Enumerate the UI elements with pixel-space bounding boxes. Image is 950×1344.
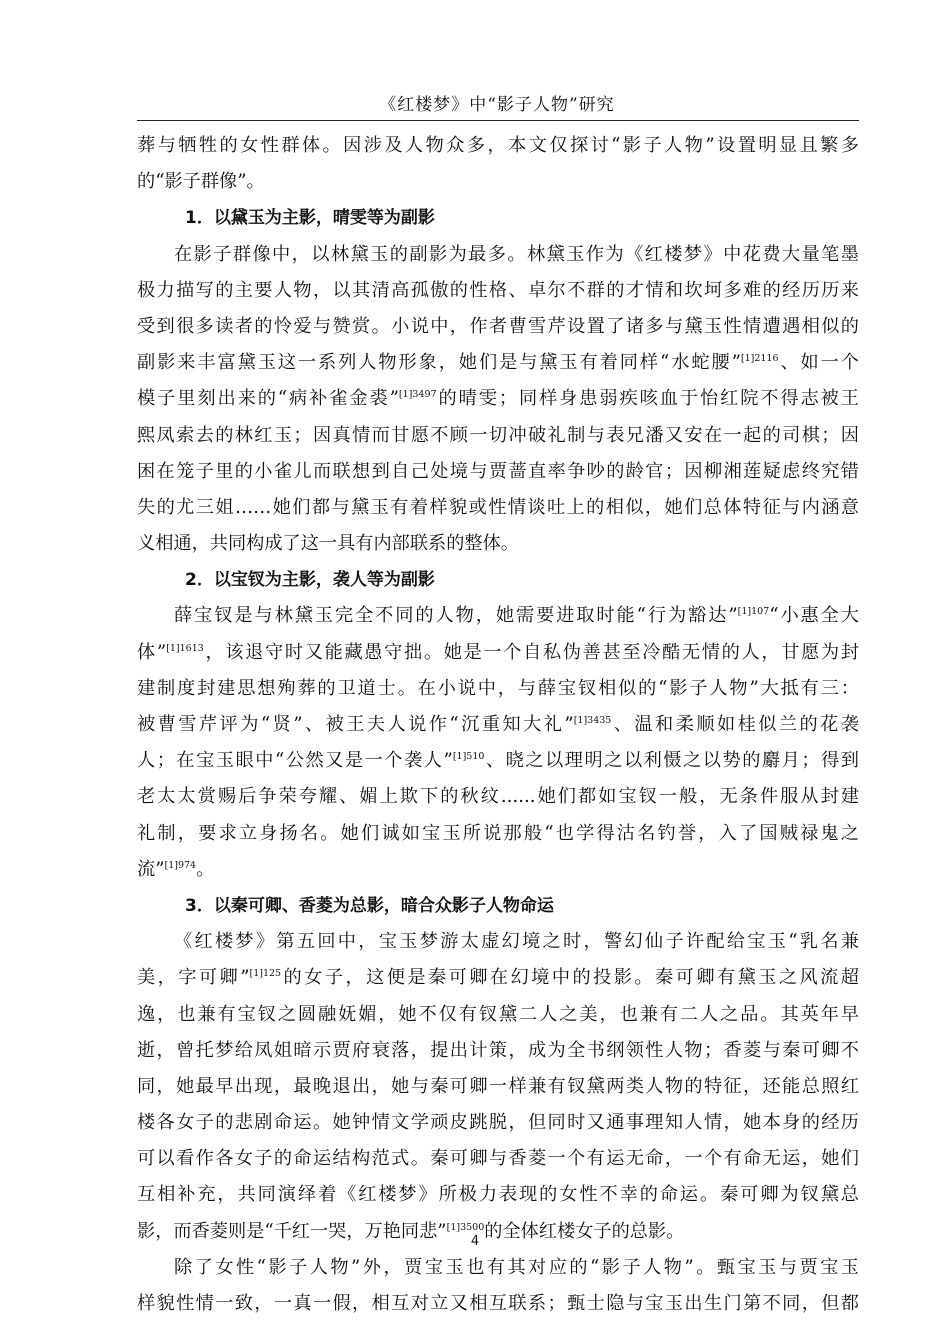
- text-line: 礼制，要求立身扬名。她们诚如宝玉所说那般“也学得沽名钓誉，入了国贼禄鬼之: [137, 822, 859, 844]
- text-line: [137, 743, 859, 779]
- text-run: 。: [196, 858, 215, 880]
- section-heading: 1．以黛玉为主影，晴雯等为副影: [185, 208, 435, 229]
- citation: [1]3497: [398, 389, 437, 401]
- text-line: 在影子群像中，以林黛玉的副影为最多。林黛玉作为《红楼梦》中花费大量笔墨: [174, 243, 859, 265]
- text-run: 副影来丰富黛玉这一系列人物形象，她们是与黛玉有着同样“水蛇腰”: [137, 352, 741, 374]
- text-line: [137, 381, 859, 417]
- text-line: [137, 960, 859, 996]
- text-run: 模子里刻出来的“病补雀金裘”: [137, 388, 399, 410]
- citation: [1]3500: [446, 1221, 485, 1233]
- text-line: 的“影子群像”。: [137, 171, 265, 193]
- running-header: 《红楼梦》中“影子人物”研究: [379, 95, 615, 115]
- text-run: 的全体红楼女子的总影。: [484, 1220, 685, 1242]
- text-line: 受到很多读者的怜爱与赞赏。小说中，作者曹雪芹设置了诸多与黛玉性情遭遇相似的: [137, 315, 859, 337]
- text-run: 流”: [137, 858, 165, 880]
- text-line: 义相通，共同构成了这一具有内部联系的整体。: [137, 533, 519, 555]
- text-line: 失的尤三姐……她们都与黛玉有着样貌或性情谈吐上的相似，她们总体特征与内涵意: [137, 496, 859, 518]
- section-heading: 2．以宝钗为主影，袭人等为副影: [185, 570, 435, 591]
- text-line: [137, 852, 859, 888]
- text-run: 的女子，这便是秦可卿在幻境中的投影。秦可卿有黛玉之风流超: [281, 967, 859, 989]
- section-heading: 3．以秦可卿、香菱为总影，暗合众影子人物命运: [185, 895, 554, 916]
- citation: [1]510: [452, 751, 485, 763]
- text-run: “小惠全大: [769, 605, 859, 627]
- text-run: 薛宝钗是与林黛玉完全不同的人物，她需要进取时能“行为豁达”: [174, 605, 738, 627]
- text-run: ，该退守时又能藏愚守拙。她是一个自私伪善甚至冷酷无情的人，甘愿为封: [203, 641, 859, 663]
- text-line: 同，她最早出现，最晚退出，她与秦可卿一样兼有钗黛两类人物的特征，还能总照红: [137, 1075, 859, 1097]
- citation: [1]125: [249, 968, 282, 980]
- text-line: [137, 707, 859, 743]
- text-line: [137, 345, 859, 381]
- citation: [1]3435: [573, 715, 612, 726]
- text-run: 、如一个: [778, 352, 859, 374]
- text-line: 极力描写的主要人物，以其清高孤傲的性格、卓尔不群的才情和坎坷多难的经历历来: [137, 279, 859, 301]
- text-line: 逸，也兼有宝钗之圆融妩媚，她不仅有钗黛二人之美，也兼有二人之品。其英年早: [137, 1003, 859, 1025]
- text-run: 人；在宝玉眼中“公然又是一个袭人”: [137, 750, 453, 772]
- text-line: 逝，曾托梦给凤姐暗示贾府衰落，提出计策，成为全书纲领性人物；香菱与秦可卿不: [137, 1039, 859, 1061]
- text-line: 互相补充，共同演绎着《红楼梦》所极力表现的女性不幸的命运。秦可卿为钗黛总: [137, 1184, 859, 1206]
- text-run: 体”: [137, 641, 167, 663]
- text-run: 美，字可卿”: [137, 967, 250, 989]
- text-line: 样貌性情一致，一真一假，相互对立又相互联系；甄士隐与宝玉出生门第不同，但都: [137, 1293, 859, 1314]
- text-line: [137, 598, 859, 634]
- citation: [1]1613: [166, 642, 204, 654]
- citation: [1]2116: [740, 353, 779, 365]
- text-run: 、晓之以理明之以利慑之以势的麝月；得到: [484, 750, 859, 772]
- text-line: 《红楼梦》第五回中，宝玉梦游太虚幻境之时，警幻仙子许配给宝玉“乳名兼: [174, 931, 859, 953]
- text-line: [137, 635, 859, 671]
- document-body: [137, 128, 859, 1322]
- text-line: 葬与牺牲的女性群体。因涉及人物众多，本文仅探讨“影子人物”设置明显且繁多: [137, 135, 859, 156]
- text-run: 被曹雪芹评为“贤”、被王夫人说作“沉重知大礼”: [137, 714, 574, 735]
- text-line: 楼各女子的悲剧命运。她钟情文学顽皮跳脱，但同时又通事理知人情，她本身的经历: [137, 1112, 859, 1134]
- text-run: 、温和柔顺如桂似兰的花袭: [611, 714, 859, 735]
- citation: [1]107: [737, 606, 770, 618]
- page-number: 4: [470, 1234, 480, 1249]
- text-line: 老太太赏赐后争荣夸耀、媚上欺下的秋纹......她们都如宝钗一般，无条件服从封建: [137, 786, 859, 808]
- citation: [1]974: [164, 859, 197, 871]
- text-line: 建制度封建思想殉葬的卫道士。在小说中，与薛宝钗相似的“影子人物”大抵有三：: [137, 677, 859, 699]
- text-line: 可以看作各女子的命运结构范式。秦可卿与香菱一个有运无命，一个有命无运，她们: [137, 1148, 859, 1170]
- text-run: 的晴雯；同样身患弱疾咳血于怡红院不得志被王: [436, 388, 859, 410]
- text-line: 除了女性“影子人物”外，贾宝玉也有其对应的“影子人物”。甄宝玉与贾宝玉: [174, 1256, 859, 1278]
- text-line: 熙凤索去的林红玉；因真情而甘愿不顾一切冲破礼制与表兄潘又安在一起的司棋；因: [137, 424, 859, 446]
- text-run: 影，而香菱则是“千红一哭，万艳同悲”: [137, 1220, 447, 1242]
- header-rule: [137, 120, 859, 121]
- text-line: 困在笼子里的小雀儿而联想到自己处境与贾蔷直率争吵的龄官；因柳湘莲疑虑终究错: [137, 460, 859, 482]
